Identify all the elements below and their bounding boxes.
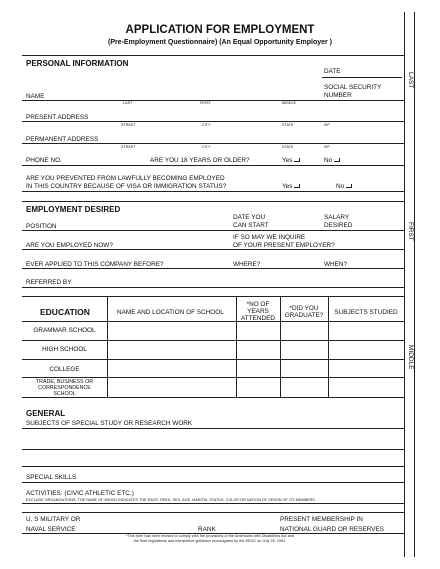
employed-now-label: ARE YOU EMPLOYED NOW? [26,242,113,249]
edu-row-line [22,340,404,341]
where-label: WHERE? [233,261,261,268]
referred-by-field[interactable] [22,287,404,288]
side-label-first: FIRST [407,222,414,241]
referred-by-label: REFERRED BY [26,279,72,286]
addr2-sub-city: CITY [202,145,211,149]
membership-label-2: NATIONAL GUARD OR RESERVES [280,526,384,533]
exclude-note: EXCLUDE ORGANIZATIONS, THE NAME OF WHICH INDICATES THE RACE, REED, SEX, AGE, MARITAL STATUS, COLOR OR NATION OF ORIGIN OF ITS MEMBERS. [26,498,316,502]
edu-col-line [107,296,108,397]
present-address-label: PRESENT ADDRESS [26,114,89,121]
present-address-field[interactable] [22,121,404,122]
visa-no-label: No [336,183,345,190]
special-skills-label: SPECIAL SKILLS [26,474,77,481]
permanent-address-field[interactable] [22,143,404,144]
visa-yes-checkbox[interactable] [294,184,300,188]
edu-row-trade-2: CORRESPONDENCE [38,385,91,391]
right-margin-line [404,12,405,557]
footnote-2: the final regulations and interpretive guidance promulgated by the EEOC on July 26, 1991. [133,539,287,543]
visa-no-option[interactable] [336,183,352,190]
position-label: POSITION [26,223,57,230]
rank-label: RANK [198,526,216,533]
edu-row-trade-1: TRADE, BUSINESS OR [35,379,94,385]
special-study-field-3[interactable] [22,466,404,467]
phone-field[interactable] [22,165,404,166]
name-sub-last: LAST [123,101,133,105]
visa-question-2: IN THIS COUNTRY BECAUSE OF VISA OR IMMIGRATION STATUS? [26,183,227,190]
right-margin-line-2 [414,12,415,557]
date-start-label-1: DATE YOU [233,214,266,221]
phone-label: PHONE NO. [26,157,62,164]
col-years-1: *NO OF [246,301,270,308]
education-heading: EDUCATION [40,307,90,317]
ssn-label-1: SOCIAL SECURITY [324,84,382,91]
position-field[interactable] [22,230,404,231]
addr2-sub-street: STREET [121,145,136,149]
addr2-sub-zip: ZIP [324,145,330,149]
col-grad-1: *DID YOU [289,305,319,312]
col-years-2: YEARS [247,308,269,315]
form-subtitle: (Pre-Employment Questionnaire) (An Equal Opportunity Employer ) [107,39,333,46]
name-sub-first: FIRST [200,101,211,105]
edu-row-line [22,377,404,378]
edu-row-line [22,321,404,322]
inquire-label-1: IF SO MAY WE INQUIRE [233,234,306,241]
applied-before-label: EVER APPLIED TO THIS COMPANY BEFORE? [26,261,164,268]
visa-yes-option[interactable] [282,183,300,190]
side-label-last: LAST [407,72,414,89]
age-yes-label: Yes [282,157,293,164]
addr-sub-zip: ZIP [324,123,330,127]
name-label: NAME [26,93,45,100]
name-sub-middle: MIDDLE [282,101,297,105]
date-label: DATE [324,68,341,75]
age-no-option[interactable] [324,157,340,164]
employed-now-field[interactable] [22,249,404,250]
visa-yes-label: Yes [282,183,293,190]
activities-field-2[interactable] [22,512,404,513]
activities-field[interactable] [22,503,404,504]
side-label-middle: MIDDLE [407,345,414,370]
col-years-3: ATTENDED [241,315,275,322]
section-divider [22,201,404,202]
education-table-bottom [22,397,404,398]
date-field[interactable] [322,77,402,78]
edu-row-high-school: HIGH SCHOOL [42,346,87,353]
permanent-address-label: PERMANENT ADDRESS [26,136,99,143]
age-no-checkbox[interactable] [334,158,340,162]
activities-label: ACTIVITIES: (CIVIC ATHLETIC ETC.) [26,490,134,497]
section-divider [22,55,404,56]
edu-row-line [22,359,404,360]
edu-row-trade-3: SCHOOL [53,391,76,397]
addr-sub-street: STREET [121,123,136,127]
visa-no-checkbox[interactable] [346,184,352,188]
special-skills-field[interactable] [22,482,404,483]
addr-sub-city: CITY [202,123,211,127]
edu-row-grammar: GRAMMAR SCHOOL [33,327,96,334]
visa-question-1: ARE YOU PREVENTED FROM LAWFULLY BECOMING EMPLOYED [26,175,225,182]
membership-label-1: PRESENT MEMBERSHIP IN [280,516,363,523]
footnote-1: *This form has been revised to comply with the provisions of the Americans with Disabilities Act and [126,534,294,538]
when-label: WHEN? [324,261,348,268]
military-label-2: NAVAL SERVICE [26,526,76,533]
applied-before-field[interactable] [22,268,404,269]
education-table-top [22,296,404,297]
col-grad-2: GRADUATE? [284,312,324,319]
date-start-label-2: CAN START [233,222,269,229]
visa-line [22,191,404,192]
inquire-label-2: OF YOUR PRESENT EMPLOYER? [233,242,335,249]
general-heading: GENERAL [26,409,66,418]
addr-sub-state: STATE [282,123,294,127]
col-school: NAME AND LOCATION OF SCHOOL [117,309,224,316]
age-yes-checkbox[interactable] [294,158,300,162]
personal-heading: PERSONAL INFORMATION [26,59,129,68]
form-title: APPLICATION FOR EMPLOYMENT [125,24,315,36]
ssn-label-2: NUMBER [324,92,352,99]
special-study-label: SUBJECTS OF SPECIAL STUDY OR RESEARCH WORK [26,420,193,427]
employment-heading: EMPLOYMENT DESIRED [26,205,121,214]
special-study-field[interactable] [22,428,404,429]
salary-label-2: DESIRED [324,222,353,229]
age-no-label: No [324,157,333,164]
age-question: ARE YOU 18 YEARS OR OLDER? [150,157,250,164]
special-study-field-2[interactable] [22,449,404,450]
military-label-1: U. S MILITARY OR [26,516,81,523]
salary-label-1: SALARY [324,214,350,221]
age-yes-option[interactable] [282,157,300,164]
addr2-sub-state: STATE [282,145,294,149]
name-field[interactable] [22,100,404,101]
col-subjects: SUBJECTS STUDIED [334,309,398,316]
edu-row-college: COLLEGE [49,366,80,373]
